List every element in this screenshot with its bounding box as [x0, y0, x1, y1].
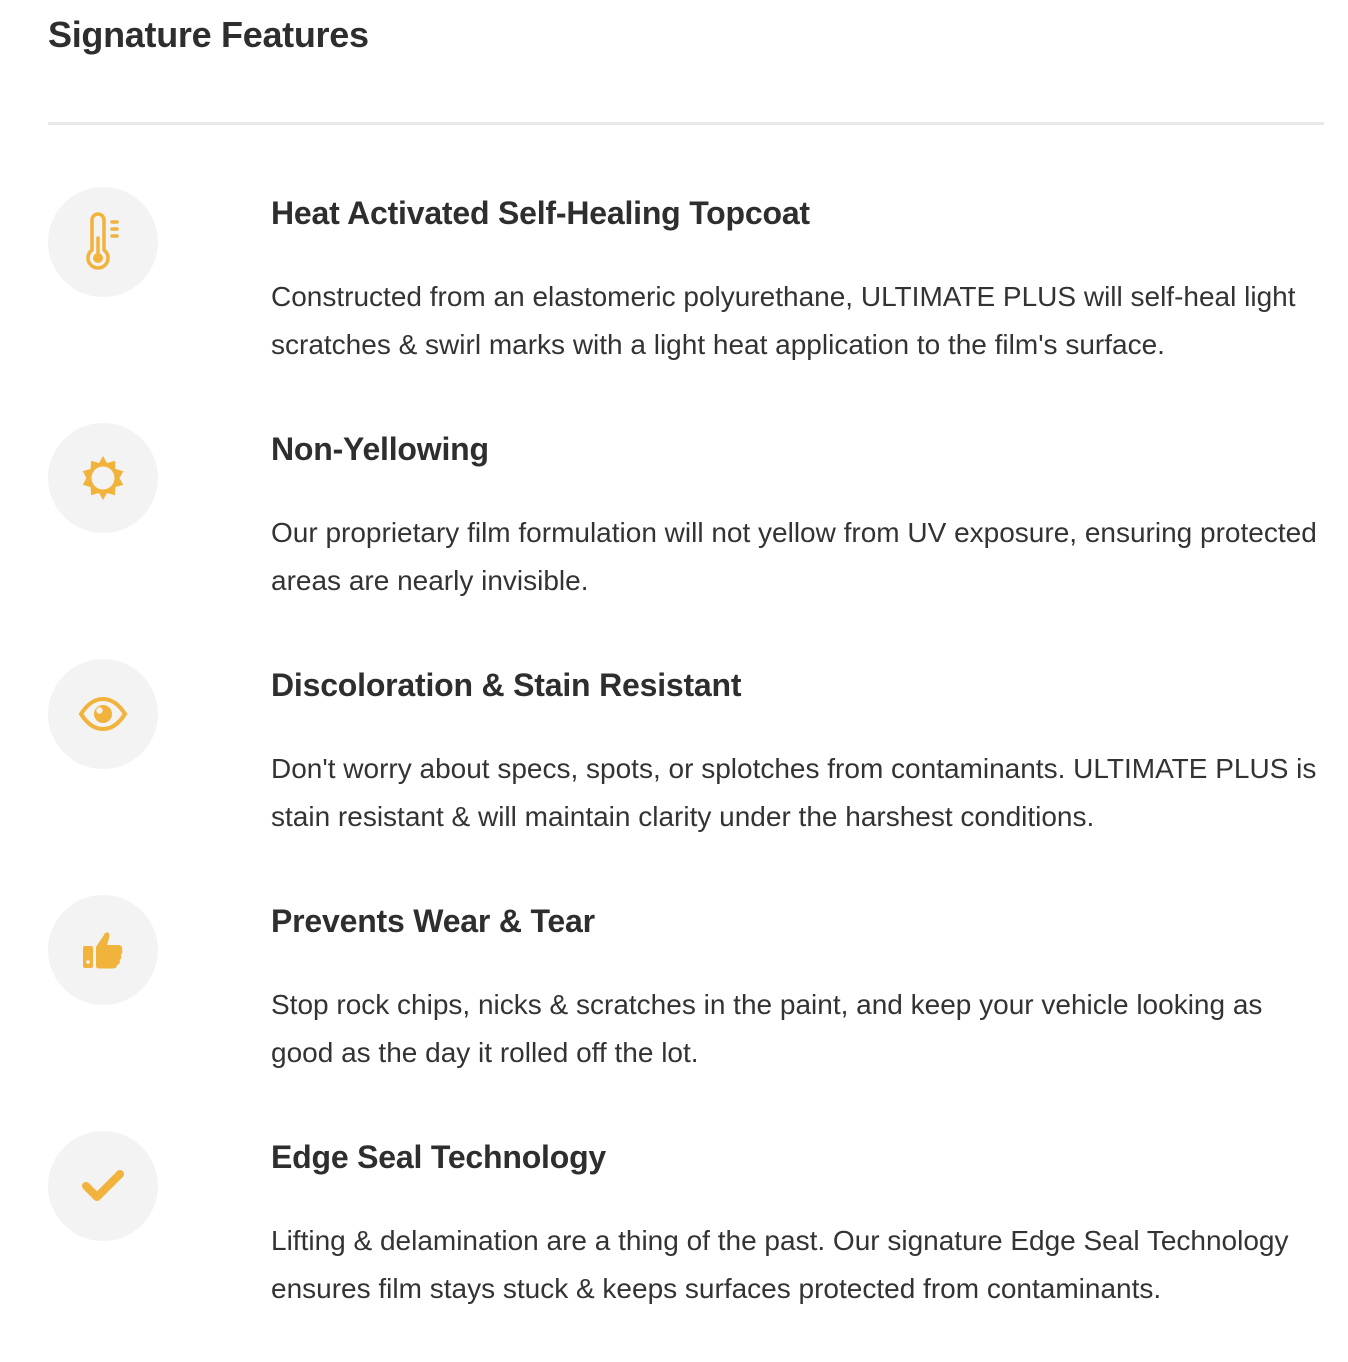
thermometer-icon — [48, 187, 158, 297]
section-title: Signature Features — [48, 14, 369, 55]
feature-title: Discoloration & Stain Resistant — [271, 667, 742, 703]
feature-title: Non-Yellowing — [271, 431, 489, 467]
feature-description: Lifting & delamination are a thing of the past. Our signature Edge Seal Technology ensures film stays stuck & keeps surfaces protected from contaminants. — [271, 1225, 1289, 1304]
eye-icon — [48, 659, 158, 769]
feature-description: Constructed from an elastomeric polyurethane, ULTIMATE PLUS will self-heal light scratches & swirl marks with a light heat application to the film's surface. — [271, 281, 1296, 360]
sun-icon — [48, 423, 158, 533]
feature-title: Heat Activated Self-Healing Topcoat — [271, 195, 810, 231]
feature-title: Prevents Wear & Tear — [271, 903, 595, 939]
section-divider — [48, 122, 1324, 125]
feature-title: Edge Seal Technology — [271, 1139, 607, 1175]
thumbs-up-icon — [48, 895, 158, 1005]
feature-description: Don't worry about specs, spots, or splotches from contaminants. ULTIMATE PLUS is stain resistant & will maintain clarity under the harshest conditions. — [271, 753, 1317, 832]
checkmark-icon — [48, 1131, 158, 1241]
feature-description: Stop rock chips, nicks & scratches in the paint, and keep your vehicle looking as good as the day it rolled off the lot. — [271, 989, 1263, 1068]
feature-description: Our proprietary film formulation will not yellow from UV exposure, ensuring protected areas are nearly invisible. — [271, 517, 1317, 596]
